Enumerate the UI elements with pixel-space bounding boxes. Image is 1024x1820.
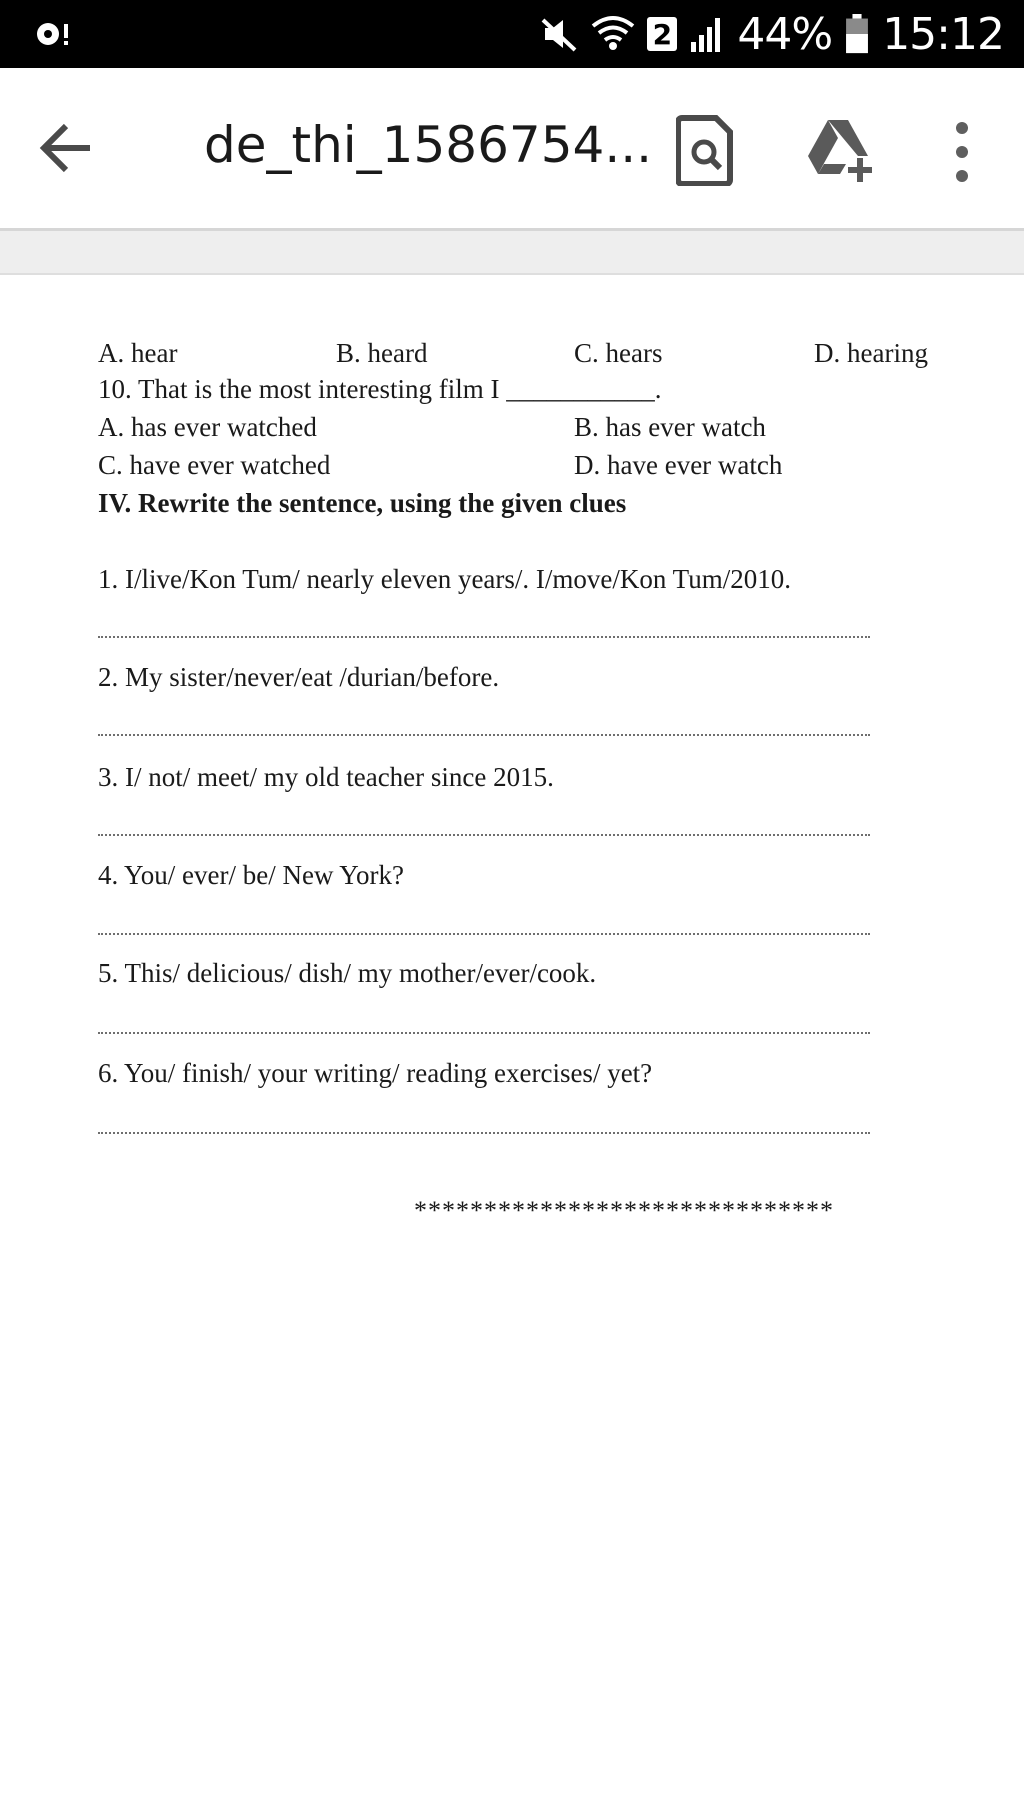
q10-question: 10. That is the most interesting film I ___________.	[98, 374, 662, 404]
q10-option-a: A. has ever watched	[98, 412, 317, 442]
end-marker: ******************************	[414, 1196, 834, 1225]
more-dot	[956, 122, 968, 134]
drive-add-icon[interactable]	[806, 118, 876, 184]
rewrite-item-3: 3. I/ not/ meet/ my old teacher since 2015.	[98, 762, 554, 792]
status-icons	[539, 0, 1004, 68]
clock: 15:12	[882, 8, 1004, 60]
q10-option-b: B. has ever watch	[574, 412, 766, 442]
rewrite-item-5: 5. This/ delicious/ dish/ my mother/ever/cook.	[98, 958, 597, 988]
answer-line-1	[98, 636, 870, 638]
rewrite-item-6: 6. You/ finish/ your writing/ reading exercises/ yet?	[98, 1058, 653, 1088]
rewrite-item-2: 2. My sister/never/eat /durian/before.	[98, 662, 500, 692]
find-in-page-icon[interactable]	[676, 114, 736, 186]
more-dot	[956, 146, 968, 158]
q10-option-c: C. have ever watched	[98, 450, 331, 480]
status-bar	[0, 0, 1024, 68]
q9-option-c: C. hears	[574, 338, 663, 368]
battery-percent: 44%	[737, 8, 833, 60]
answer-line-5	[98, 1032, 870, 1034]
q9-option-d: D. hearing	[814, 338, 928, 368]
answer-line-3	[98, 834, 870, 836]
signal-icon	[689, 14, 725, 54]
more-vert-icon[interactable]	[944, 116, 980, 188]
battery-icon	[844, 14, 870, 54]
wifi-icon	[591, 14, 635, 54]
rewrite-item-1: 1. I/live/Kon Tum/ nearly eleven years/. I/move/Kon Tum/2010.	[98, 564, 791, 594]
answer-line-6	[98, 1132, 870, 1134]
page-divider-band	[0, 231, 1024, 275]
answer-line-4	[98, 933, 870, 935]
q9-option-b: B. heard	[336, 338, 428, 368]
section-iv-heading: IV. Rewrite the sentence, using the given clues	[98, 488, 627, 518]
q10-option-d: D. have ever watch	[574, 450, 783, 480]
notification-icon	[34, 18, 74, 50]
back-arrow-icon[interactable]	[36, 118, 96, 178]
more-dot	[956, 170, 968, 182]
document-title: de_thi_1586754...	[204, 116, 653, 174]
sim-icon: 2	[647, 17, 677, 51]
app-toolbar	[0, 68, 1024, 231]
rewrite-item-4: 4. You/ ever/ be/ New York?	[98, 860, 404, 890]
answer-line-2	[98, 734, 870, 736]
mute-icon	[539, 14, 579, 54]
q9-option-a: A. hear	[98, 338, 178, 368]
